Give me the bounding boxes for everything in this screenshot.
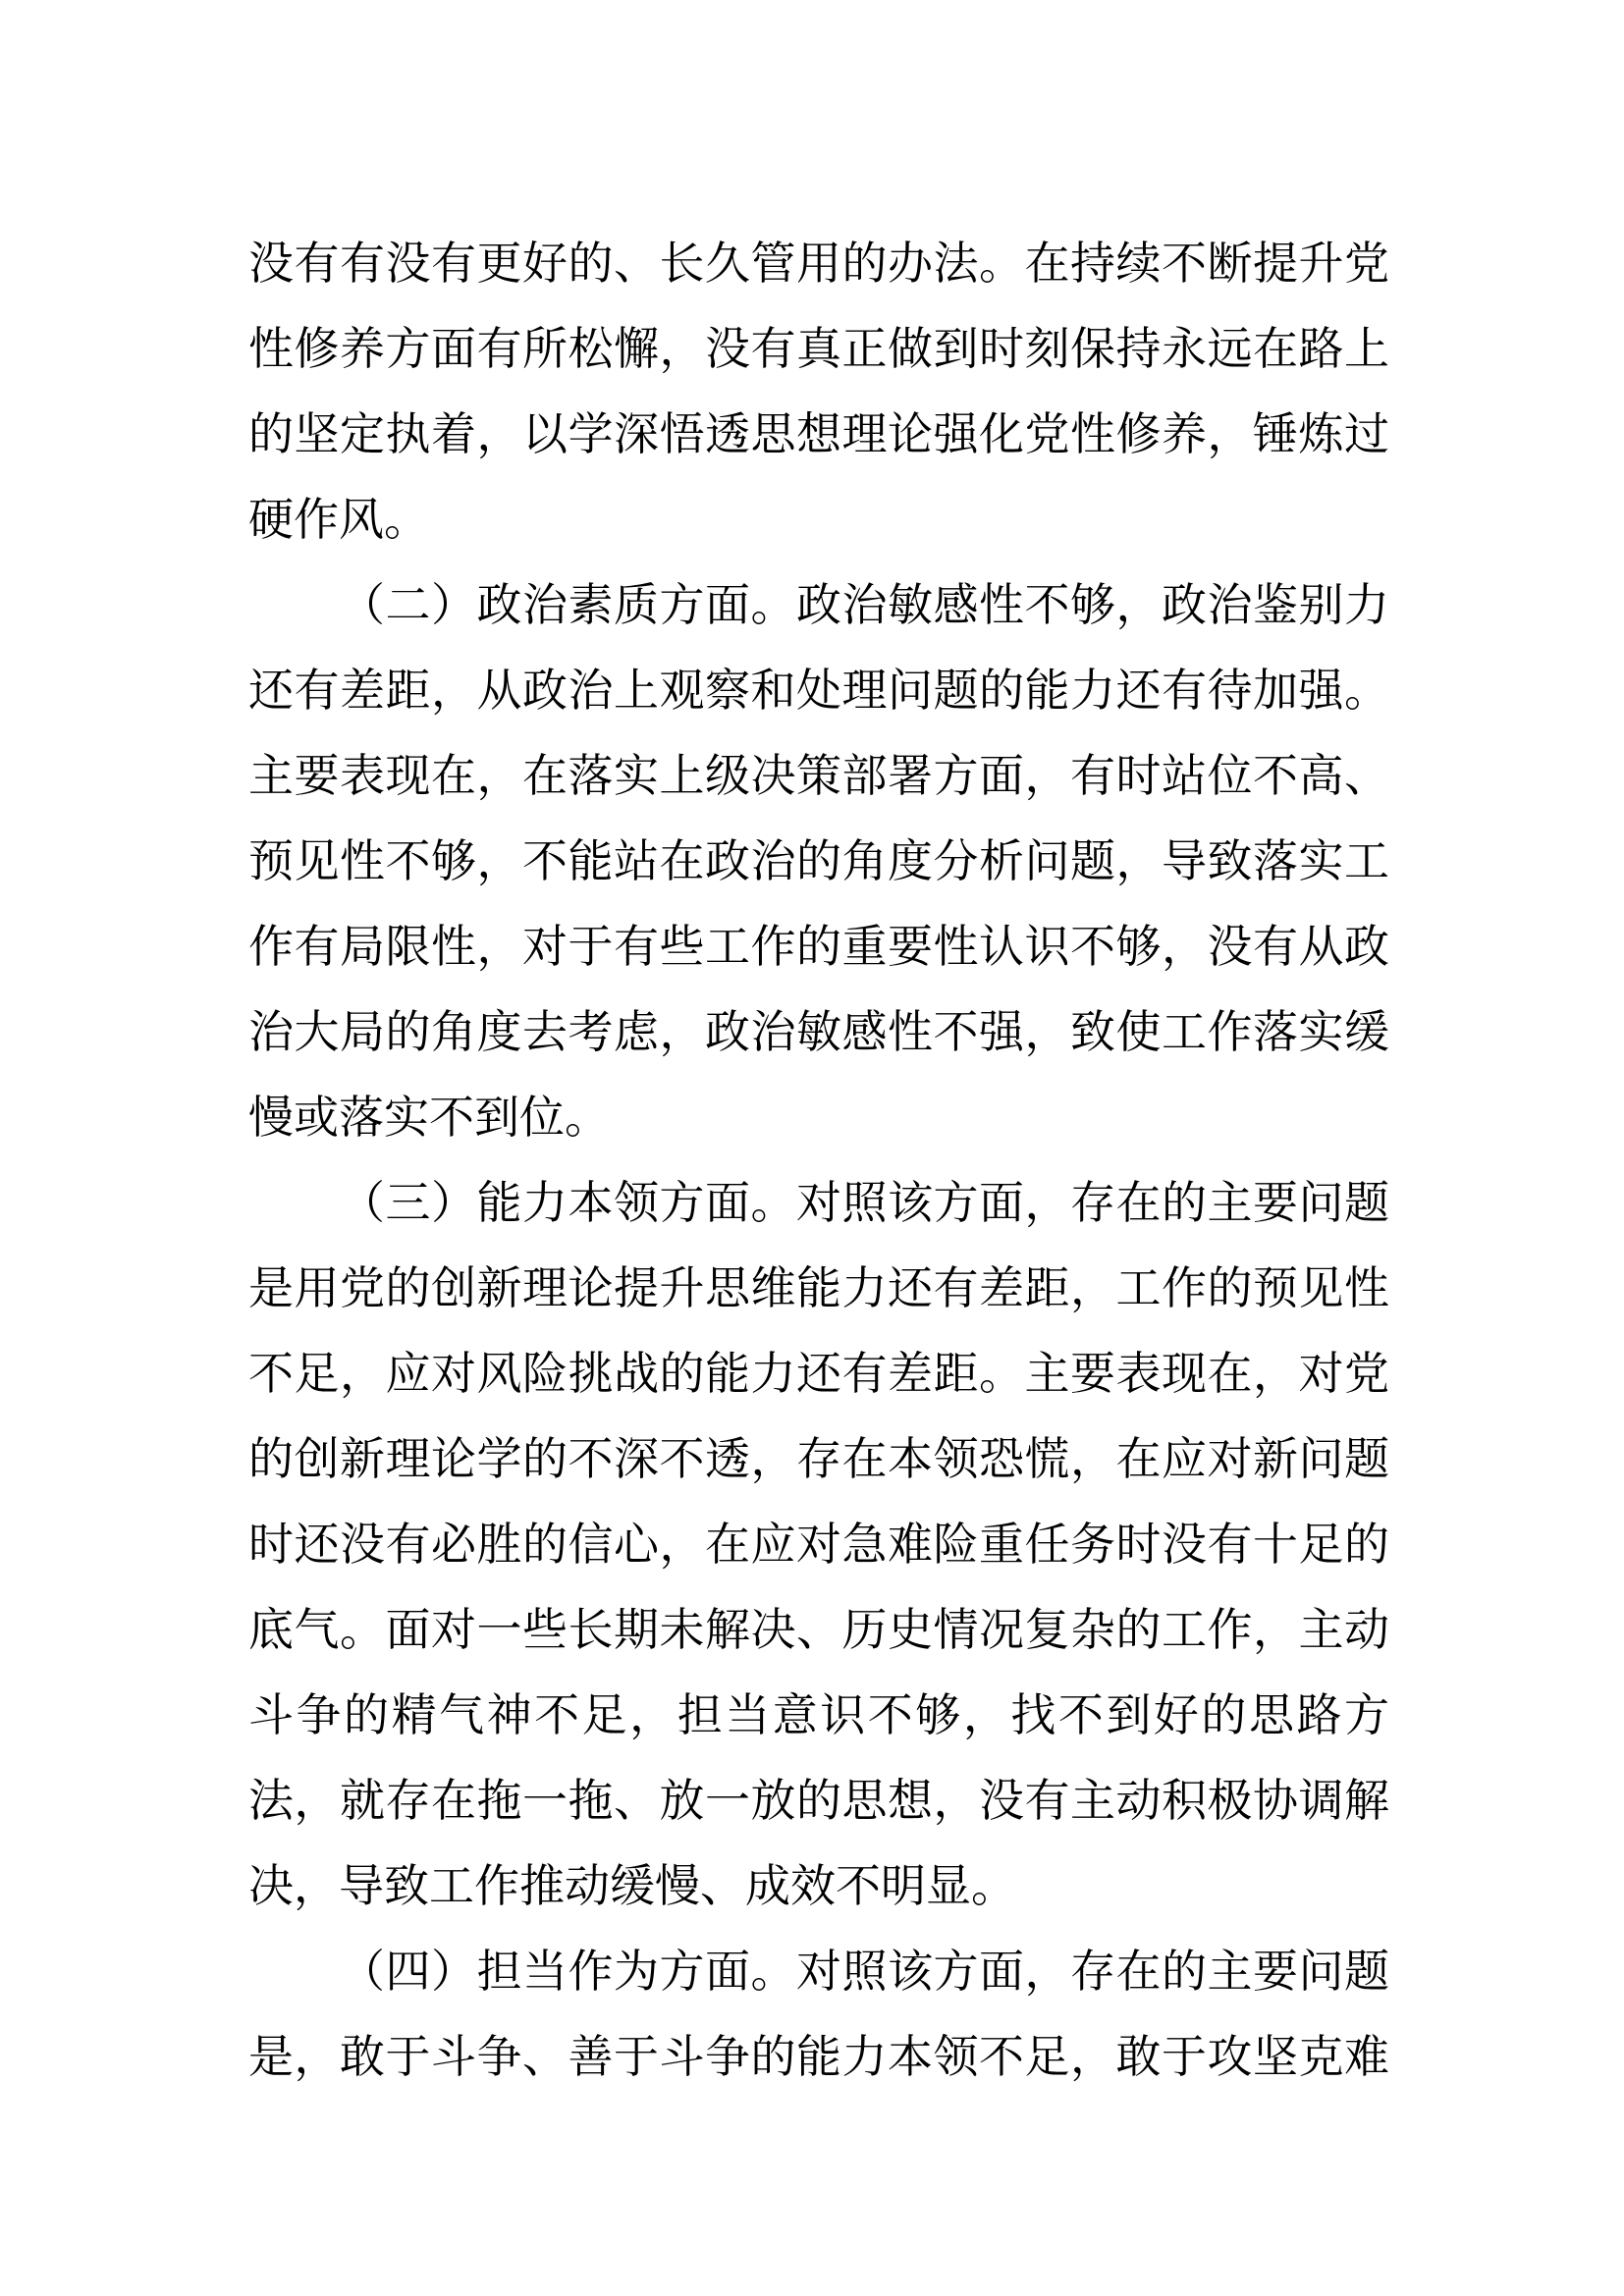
paragraph-ability bbox=[248, 1160, 1389, 1929]
text-line: 作有局限性，对于有些工作的重要性认识不够，没有从政 bbox=[248, 920, 1389, 973]
text-line: 性修养方面有所松懈，没有真正做到时刻保持永远在路上 bbox=[248, 322, 1389, 375]
text-line: 的创新理论学的不深不透，存在本领恐慌，在应对新问题 bbox=[248, 1432, 1389, 1485]
text-line: 还有差距，从政治上观察和处理问题的能力还有待加强。 bbox=[248, 664, 1389, 717]
text-line: 没有有没有更好的、长久管用的办法。在持续不断提升党 bbox=[248, 237, 1389, 290]
paragraph-continuation bbox=[248, 221, 1389, 562]
text-line: 不足，应对风险挑战的能力还有差距。主要表现在，对党 bbox=[248, 1347, 1389, 1400]
document-page bbox=[248, 221, 1389, 2100]
text-line: 斗争的精气神不足，担当意识不够，找不到好的思路方 bbox=[248, 1688, 1389, 1741]
text-line: 预见性不够，不能站在政治的角度分析问题，导致落实工 bbox=[248, 834, 1389, 887]
text-line: 时还没有必胜的信心，在应对急难险重任务时没有十足的 bbox=[248, 1518, 1389, 1571]
text-line: 主要表现在，在落实上级决策部署方面，有时站位不高、 bbox=[248, 749, 1389, 802]
paragraph-political-quality bbox=[248, 562, 1389, 1160]
paragraph-responsibility bbox=[248, 1929, 1389, 2100]
text-line: 决，导致工作推动缓慢、成效不明显。 bbox=[248, 1859, 1016, 1912]
section-heading-line: （四）担当作为方面。对照该方面，存在的主要问题 bbox=[340, 1945, 1389, 1998]
text-line: 慢或落实不到位。 bbox=[248, 1091, 610, 1144]
text-line: 硬作风。 bbox=[248, 493, 429, 546]
text-line: 法，就存在拖一拖、放一放的思想，没有主动积极协调解 bbox=[248, 1774, 1389, 1827]
section-heading-line: （二）政治素质方面。政治敏感性不够，政治鉴别力 bbox=[340, 578, 1389, 631]
text-line: 是，敢于斗争、善于斗争的能力本领不足，敢于攻坚克难 bbox=[248, 2030, 1389, 2083]
text-line: 底气。面对一些长期未解决、历史情况复杂的工作，主动 bbox=[248, 1603, 1389, 1656]
section-heading-line: （三）能力本领方面。对照该方面，存在的主要问题 bbox=[340, 1176, 1389, 1229]
text-line: 的坚定执着，以学深悟透思想理论强化党性修养，锤炼过 bbox=[248, 407, 1389, 460]
text-line: 治大局的角度去考虑，政治敏感性不强，致使工作落实缓 bbox=[248, 1005, 1389, 1058]
text-line: 是用党的创新理论提升思维能力还有差距，工作的预见性 bbox=[248, 1261, 1389, 1314]
